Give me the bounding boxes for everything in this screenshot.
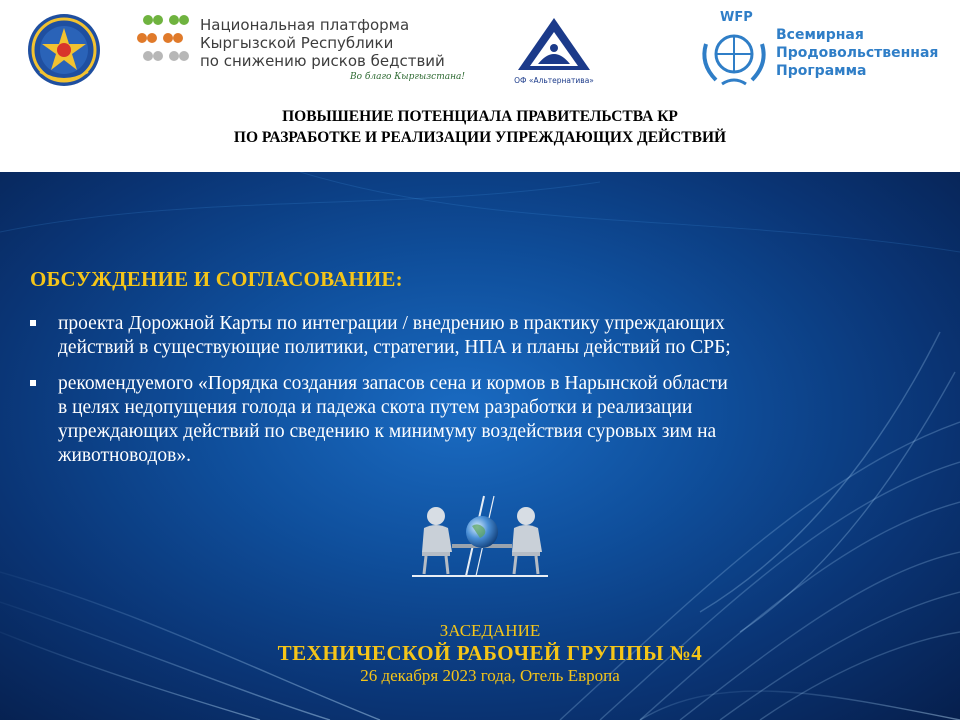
footer-group-name: ТЕХНИЧЕСКОЙ РАБОЧЕЙ ГРУППЫ №4 — [277, 641, 703, 665]
national-platform-logo — [134, 8, 484, 88]
section-heading: ОБСУЖДЕНИЕ И СОГЛАСОВАНИЕ: — [30, 267, 403, 291]
wfp-name — [776, 26, 940, 80]
content-panel — [0, 172, 960, 720]
footer-date-venue: 26 декабря 2023 года, Отель Европа — [360, 666, 620, 685]
mchs-emblem-icon — [24, 12, 104, 88]
wfp-abbr: WFP — [720, 10, 753, 25]
slide-header — [0, 0, 960, 172]
list-item — [28, 312, 948, 360]
national-platform-logo-icon — [134, 8, 198, 78]
bullet-marker — [30, 380, 36, 386]
bullet-1-line-1: проекта Дорожной Карты по интеграции / внедрению в практику упреждающих — [58, 313, 725, 334]
bullet-marker — [30, 320, 36, 326]
list-item — [28, 372, 948, 468]
bullet-list — [28, 312, 948, 480]
np-line-2: Кыргызской Республики — [200, 34, 394, 52]
wfp-line-3: Программа — [776, 63, 867, 79]
title-line-2: ПО РАЗРАБОТКЕ И РЕАЛИЗАЦИИ УПРЕЖДАЮЩИХ ДЕЙСТВИЙ — [233, 129, 727, 146]
meeting-footer — [0, 620, 960, 686]
wfp-line-2: Продовольственная — [776, 45, 939, 61]
wfp-emblem-icon — [694, 24, 774, 88]
wfp-line-1: Всемирная — [776, 27, 864, 43]
np-line-3: по снижению рисков бедствий — [200, 52, 445, 70]
page-title — [0, 106, 960, 148]
alternativa-caption: ОФ «Альтернатива» — [514, 76, 594, 85]
title-line-1: ПОВЫШЕНИЕ ПОТЕНЦИАЛА ПРАВИТЕЛЬСТВА КР — [282, 108, 678, 125]
np-tagline: Во благо Кыргызстана! — [350, 72, 466, 82]
alternativa-logo — [508, 14, 600, 86]
bullet-2-line-1: рекомендуемого «Порядка создания запасов сена и кормов в Нарынской области — [58, 373, 728, 394]
footer-meeting-label: ЗАСЕДАНИЕ — [439, 621, 541, 640]
bullet-2-line-3: упреждающих действий по сведению к минимуму воздействия суровых зим на — [58, 421, 717, 442]
bullet-2-line-4: животноводов». — [58, 445, 191, 466]
wfp-logo — [690, 10, 940, 90]
conference-people-globe-icon — [408, 494, 556, 590]
bullet-1-line-2: действий в существующие политики, стратегии, НПА и планы действий по СРБ; — [58, 337, 731, 358]
bullet-2-line-2: в целях недопущения голода и падежа скота путем разработки и реализации — [58, 397, 693, 418]
alternativa-logo-icon — [508, 14, 600, 74]
np-line-1: Национальная платформа — [200, 16, 410, 34]
national-platform-name — [200, 16, 480, 70]
